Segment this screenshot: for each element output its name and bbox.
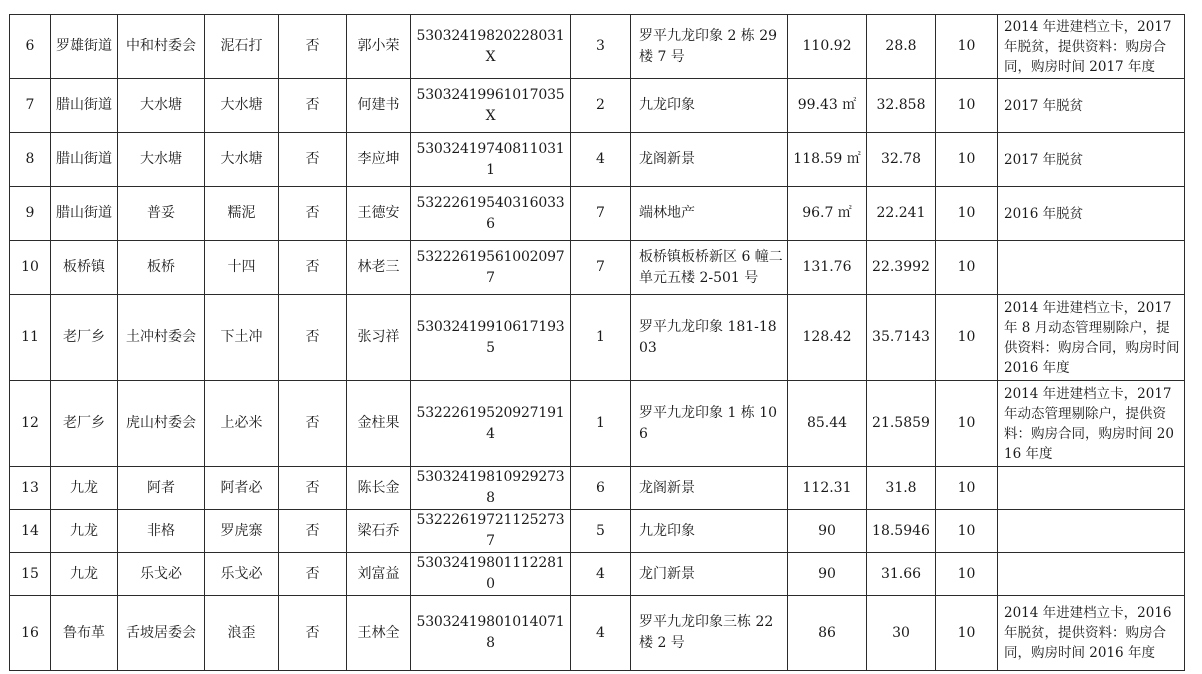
flag-cell: 否 [279,381,347,467]
note-cell: 2014 年进建档立卡，2016 年脱贫，提供资料：购房合同，购房时间 2016 年度 [998,596,1185,671]
note-cell: 2017 年脱贫 [998,79,1185,133]
years-cell: 10 [936,553,998,596]
row-number: 15 [10,553,51,596]
village-cell: 阿者 [118,467,205,510]
name-cell: 梁石乔 [347,510,411,553]
note-cell: 2014 年进建档立卡，2017 年 8 月动态管理剔除户，提供资料：购房合同，购房时间 2016 年度 [998,295,1185,381]
table-row [10,510,1185,553]
years-cell: 10 [936,241,998,295]
members-cell: 2 [571,79,631,133]
village-cell: 非格 [118,510,205,553]
flag-cell: 否 [279,510,347,553]
name-cell: 金柱果 [347,381,411,467]
group-cell: 糯泥 [205,187,279,241]
price-cell: 32.858 [867,79,936,133]
members-cell: 7 [571,187,631,241]
address-cell: 龙阁新景 [631,133,788,187]
area-cell: 96.7 ㎡ [788,187,867,241]
name-cell: 陈长金 [347,467,411,510]
table-body [10,15,1185,671]
row-number: 10 [10,241,51,295]
id-number-cell: 532226195209271914 [411,381,571,467]
name-cell: 林老三 [347,241,411,295]
id-number-cell: 530324199106171935 [411,295,571,381]
price-cell: 18.5946 [867,510,936,553]
table-row [10,187,1185,241]
area-cell: 85.44 [788,381,867,467]
note-cell: 2016 年脱贫 [998,187,1185,241]
members-cell: 4 [571,596,631,671]
members-cell: 1 [571,295,631,381]
table-row [10,596,1185,671]
price-cell: 32.78 [867,133,936,187]
id-number-cell: 53032419961017035X [411,79,571,133]
flag-cell: 否 [279,295,347,381]
flag-cell: 否 [279,79,347,133]
village-cell: 板桥 [118,241,205,295]
members-cell: 6 [571,467,631,510]
id-number-cell: 530324198010140718 [411,596,571,671]
address-cell: 板桥镇板桥新区 6 幢二单元五楼 2-501 号 [631,241,788,295]
years-cell: 10 [936,133,998,187]
village-cell: 中和村委会 [118,15,205,79]
members-cell: 1 [571,381,631,467]
flag-cell: 否 [279,15,347,79]
area-cell: 118.59 ㎡ [788,133,867,187]
members-cell: 7 [571,241,631,295]
township-cell: 鲁布革 [51,596,118,671]
area-cell: 86 [788,596,867,671]
group-cell: 罗虎寨 [205,510,279,553]
group-cell: 大水塘 [205,79,279,133]
village-cell: 乐戈必 [118,553,205,596]
village-cell: 大水塘 [118,133,205,187]
name-cell: 李应坤 [347,133,411,187]
row-number: 13 [10,467,51,510]
address-cell: 九龙印象 [631,510,788,553]
price-cell: 31.8 [867,467,936,510]
address-cell: 端林地产 [631,187,788,241]
table-row [10,381,1185,467]
village-cell: 土冲村委会 [118,295,205,381]
area-cell: 128.42 [788,295,867,381]
flag-cell: 否 [279,133,347,187]
members-cell: 4 [571,133,631,187]
row-number: 14 [10,510,51,553]
township-cell: 老厂乡 [51,295,118,381]
id-number-cell: 530324198011122810 [411,553,571,596]
records-table [9,14,1185,671]
area-cell: 99.43 ㎡ [788,79,867,133]
flag-cell: 否 [279,241,347,295]
group-cell: 下土冲 [205,295,279,381]
row-number: 6 [10,15,51,79]
table-row [10,133,1185,187]
table-row [10,467,1185,510]
village-cell: 普妥 [118,187,205,241]
members-cell: 3 [571,15,631,79]
note-cell [998,510,1185,553]
name-cell: 刘富益 [347,553,411,596]
name-cell: 何建书 [347,79,411,133]
id-number-cell: 532226195403160336 [411,187,571,241]
township-cell: 腊山街道 [51,79,118,133]
flag-cell: 否 [279,467,347,510]
years-cell: 10 [936,381,998,467]
township-cell: 板桥镇 [51,241,118,295]
years-cell: 10 [936,510,998,553]
group-cell: 大水塘 [205,133,279,187]
price-cell: 28.8 [867,15,936,79]
id-number-cell: 532226197211252737 [411,510,571,553]
group-cell: 阿者必 [205,467,279,510]
address-cell: 龙门新景 [631,553,788,596]
group-cell: 乐戈必 [205,553,279,596]
area-cell: 112.31 [788,467,867,510]
years-cell: 10 [936,295,998,381]
township-cell: 九龙 [51,510,118,553]
address-cell: 罗平九龙印象 2 栋 29 楼 7 号 [631,15,788,79]
address-cell: 罗平九龙印象 1 栋 106 [631,381,788,467]
years-cell: 10 [936,79,998,133]
address-cell: 罗平九龙印象三栋 22 楼 2 号 [631,596,788,671]
row-number: 8 [10,133,51,187]
township-cell: 腊山街道 [51,187,118,241]
area-cell: 90 [788,553,867,596]
township-cell: 腊山街道 [51,133,118,187]
price-cell: 35.7143 [867,295,936,381]
note-cell [998,467,1185,510]
note-cell: 2017 年脱贫 [998,133,1185,187]
row-number: 16 [10,596,51,671]
price-cell: 22.3992 [867,241,936,295]
address-cell: 龙阁新景 [631,467,788,510]
years-cell: 10 [936,15,998,79]
village-cell: 虎山村委会 [118,381,205,467]
note-cell: 2014 年进建档立卡，2017 年脱贫，提供资料：购房合同，购房时间 2017 年度 [998,15,1185,79]
name-cell: 张习祥 [347,295,411,381]
address-cell: 罗平九龙印象 181-1803 [631,295,788,381]
years-cell: 10 [936,187,998,241]
table-row [10,553,1185,596]
id-number-cell: 530324198109292738 [411,467,571,510]
address-cell: 九龙印象 [631,79,788,133]
years-cell: 10 [936,596,998,671]
table-row [10,295,1185,381]
village-cell: 大水塘 [118,79,205,133]
group-cell: 上必米 [205,381,279,467]
group-cell: 浪歪 [205,596,279,671]
table-row [10,15,1185,79]
members-cell: 4 [571,553,631,596]
name-cell: 郭小荣 [347,15,411,79]
flag-cell: 否 [279,596,347,671]
area-cell: 110.92 [788,15,867,79]
township-cell: 九龙 [51,553,118,596]
area-cell: 131.76 [788,241,867,295]
note-cell [998,241,1185,295]
group-cell: 十四 [205,241,279,295]
id-number-cell: 53032419820228031X [411,15,571,79]
note-cell: 2014 年进建档立卡，2017 年动态管理剔除户，提供资料：购房合同，购房时间 2016 年度 [998,381,1185,467]
name-cell: 王德安 [347,187,411,241]
group-cell: 泥石打 [205,15,279,79]
price-cell: 22.241 [867,187,936,241]
township-cell: 老厂乡 [51,381,118,467]
township-cell: 罗雄街道 [51,15,118,79]
id-number-cell: 532226195610020977 [411,241,571,295]
table-row [10,79,1185,133]
row-number: 7 [10,79,51,133]
row-number: 12 [10,381,51,467]
id-number-cell: 530324197408110311 [411,133,571,187]
note-cell [998,553,1185,596]
members-cell: 5 [571,510,631,553]
area-cell: 90 [788,510,867,553]
price-cell: 21.5859 [867,381,936,467]
table-row [10,241,1185,295]
row-number: 11 [10,295,51,381]
flag-cell: 否 [279,187,347,241]
name-cell: 王林全 [347,596,411,671]
row-number: 9 [10,187,51,241]
price-cell: 30 [867,596,936,671]
price-cell: 31.66 [867,553,936,596]
village-cell: 舌坡居委会 [118,596,205,671]
flag-cell: 否 [279,553,347,596]
years-cell: 10 [936,467,998,510]
township-cell: 九龙 [51,467,118,510]
